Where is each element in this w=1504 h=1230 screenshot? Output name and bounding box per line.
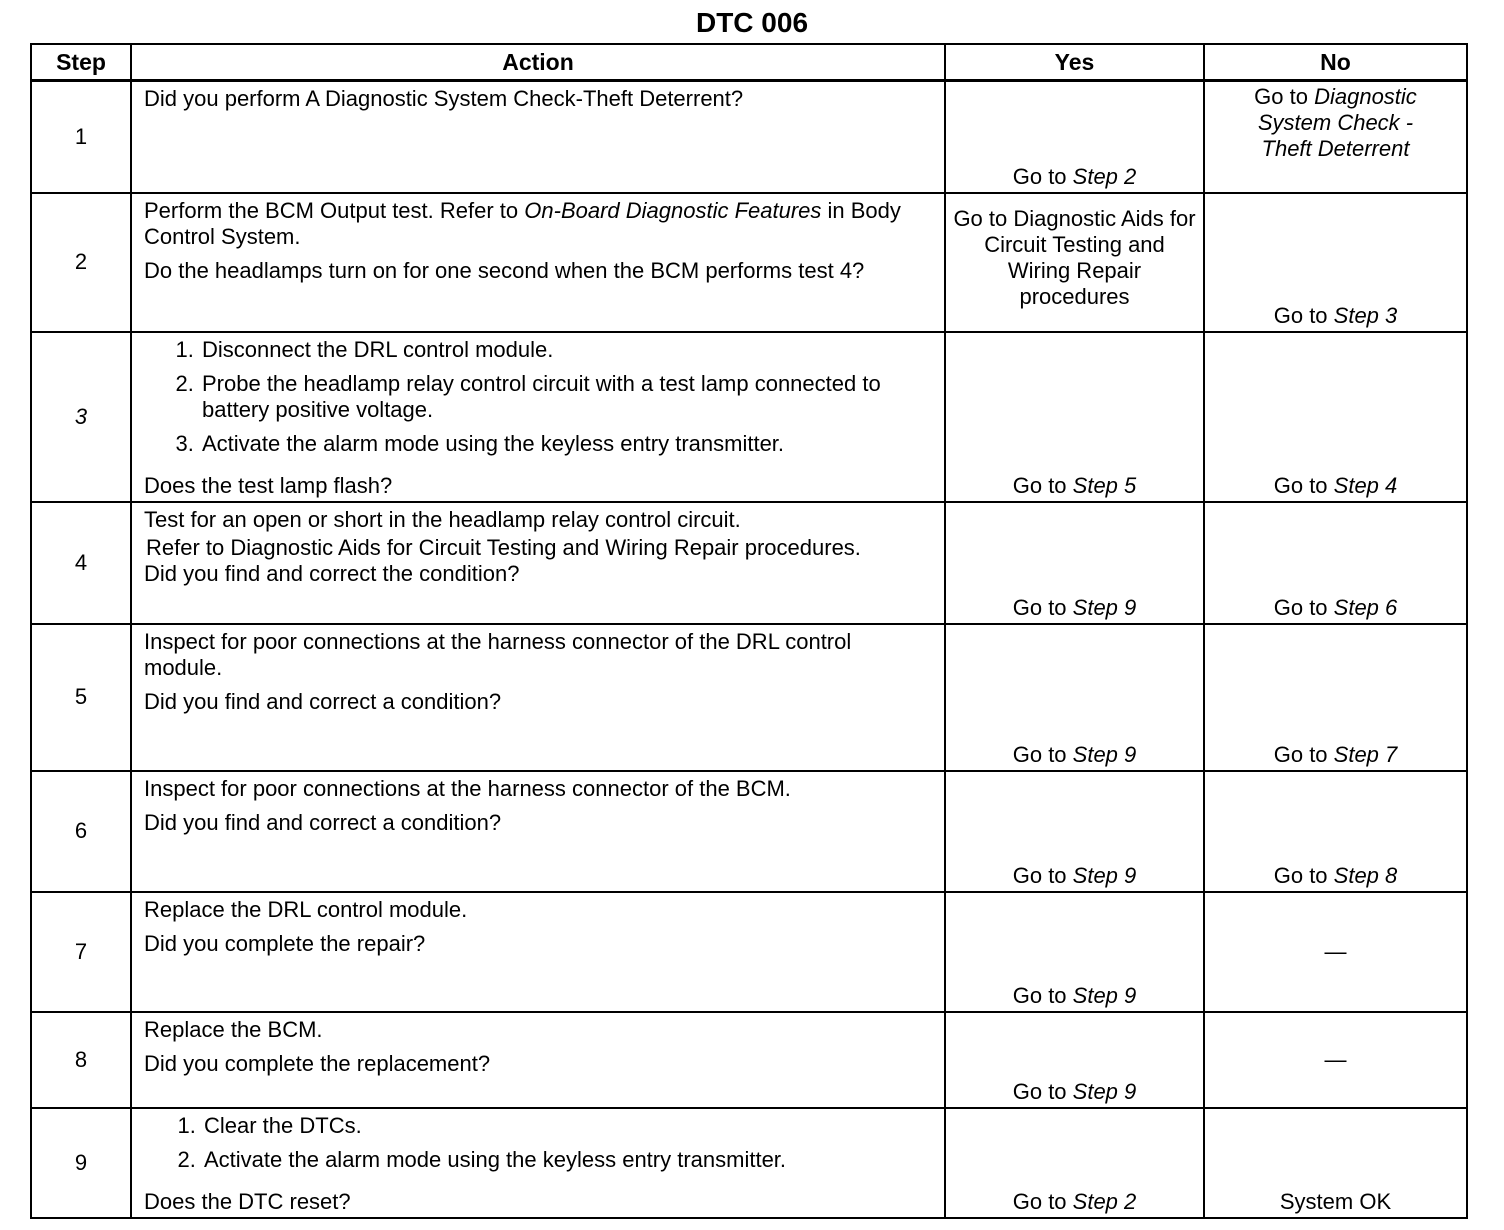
action-list — [144, 337, 934, 465]
action-cell — [131, 193, 945, 332]
table-row — [31, 81, 1467, 193]
table-header-row — [31, 44, 1467, 81]
action-text: Replace the DRL control module. — [144, 896, 468, 922]
yes-cell: Go to Step 2 — [945, 1108, 1204, 1218]
no-step-link: Step 8 — [1333, 862, 1398, 888]
page-title: DTC 006 — [695, 7, 809, 38]
yes-step-link: Step 9 — [1072, 1078, 1137, 1104]
no-cell — [1204, 193, 1467, 332]
yes-prefix: Go to — [1012, 163, 1073, 189]
table-row — [31, 332, 1467, 502]
yes-cell: Go to Step 9 — [945, 502, 1204, 624]
yes-cell: Go to Step 5 — [945, 332, 1204, 502]
action-text: Inspect for poor connections at the harness connector of the DRL control module. — [144, 628, 852, 680]
action-cell — [131, 1108, 945, 1218]
yes-cell: Go to Diagnostic Aids for Circuit Testing and Wiring Repair procedures — [945, 193, 1204, 332]
yes-cell — [945, 81, 1204, 193]
no-prefix: Go to — [1254, 84, 1315, 109]
action-question: Does the test lamp flash? — [144, 472, 393, 498]
action-list — [144, 1113, 934, 1181]
action-text: Inspect for poor connections at the harness connector of the BCM. — [144, 775, 791, 801]
action-cell — [131, 624, 945, 771]
header-yes: Yes — [945, 44, 1204, 81]
header-no: No — [1204, 44, 1467, 81]
action-question: Did you find and correct the condition? — [144, 560, 520, 586]
action-text: Test for an open or short in the headlamp relay control circuit. — [144, 506, 741, 532]
no-cell-dash: — — [1204, 1012, 1467, 1108]
action-question: Do the headlamps turn on for one second when the BCM performs test 4? — [144, 257, 865, 283]
no-cell: Go to Step 4 — [1204, 332, 1467, 502]
action-question: Did you complete the repair? — [144, 930, 426, 956]
yes-cell: Go to Step 9 — [945, 892, 1204, 1012]
list-item: 1. Disconnect the DRL control module. — [200, 337, 934, 363]
table-row — [31, 193, 1467, 332]
step-number: 3 — [31, 332, 131, 502]
step-number: 2 — [31, 193, 131, 332]
no-procedure-link: Diagnostic System Check - Theft Deterrent — [1257, 84, 1417, 161]
table-row — [31, 1108, 1467, 1218]
yes-cell: Go to Step 9 — [945, 624, 1204, 771]
action-text: Refer to Diagnostic Aids for Circuit Testing and Wiring Repair procedures. — [146, 534, 861, 560]
list-item: 1. Clear the DTCs. — [202, 1113, 934, 1139]
step-number: 4 — [31, 502, 131, 624]
yes-step-link: Step 9 — [1072, 594, 1137, 620]
table-row — [31, 892, 1467, 1012]
no-step-link: Step 3 — [1333, 302, 1398, 328]
yes-cell: Go to Step 9 — [945, 1012, 1204, 1108]
action-cell — [131, 1012, 945, 1108]
yes-step-link: Step 9 — [1072, 982, 1137, 1008]
yes-step-link: Step 2 — [1072, 163, 1137, 189]
action-cell — [131, 502, 945, 624]
no-cell-dash: — — [1204, 892, 1467, 1012]
header-action: Action — [131, 44, 945, 81]
no-cell: Go to Step 7 — [1204, 624, 1467, 771]
yes-step-link: Step 5 — [1072, 472, 1137, 498]
table-row — [31, 1012, 1467, 1108]
step-number: 7 — [31, 892, 131, 1012]
no-step-link: Step 4 — [1333, 472, 1398, 498]
no-cell: System OK — [1204, 1108, 1467, 1218]
table-row — [31, 502, 1467, 624]
step-number: 5 — [31, 624, 131, 771]
action-text: Did you perform A Diagnostic System Check-Theft Deterrent? — [144, 86, 744, 111]
list-item: 2. Probe the headlamp relay control circuit with a test lamp connected to battery positive voltage. — [200, 371, 934, 423]
no-step-link: Step 6 — [1333, 594, 1398, 620]
yes-step-link: Step 9 — [1072, 741, 1137, 767]
step-number: 1 — [31, 81, 131, 193]
action-text: Replace the BCM. — [144, 1016, 323, 1042]
diagnostic-table — [30, 43, 1468, 1219]
action-cell — [131, 892, 945, 1012]
action-cell — [131, 81, 945, 193]
no-step-link: Step 7 — [1333, 741, 1398, 767]
yes-step-link: Step 9 — [1072, 862, 1137, 888]
action-question: Did you find and correct a condition? — [144, 688, 502, 714]
list-item: 3. Activate the alarm mode using the keyless entry transmitter. — [200, 431, 934, 457]
action-question: Did you find and correct a condition? — [144, 809, 502, 835]
action-cell — [131, 332, 945, 502]
no-cell — [1204, 81, 1467, 193]
no-cell: Go to Step 6 — [1204, 502, 1467, 624]
action-text: Perform the BCM Output test. Refer to On-Board Diagnostic Features in Body Control System. — [144, 197, 901, 249]
step-number: 8 — [31, 1012, 131, 1108]
no-cell: Go to Step 8 — [1204, 771, 1467, 892]
step-number: 9 — [31, 1108, 131, 1218]
list-item: 2. Activate the alarm mode using the keyless entry transmitter. — [202, 1147, 934, 1173]
yes-cell: Go to Step 9 — [945, 771, 1204, 892]
no-prefix: Go to — [1273, 302, 1334, 328]
table-row — [31, 771, 1467, 892]
action-question: Does the DTC reset? — [144, 1188, 351, 1214]
step-number: 6 — [31, 771, 131, 892]
action-question: Did you complete the replacement? — [144, 1050, 491, 1076]
yes-step-link: Step 2 — [1072, 1188, 1137, 1214]
action-cell — [131, 771, 945, 892]
header-step: Step — [31, 44, 131, 81]
table-row — [31, 624, 1467, 771]
